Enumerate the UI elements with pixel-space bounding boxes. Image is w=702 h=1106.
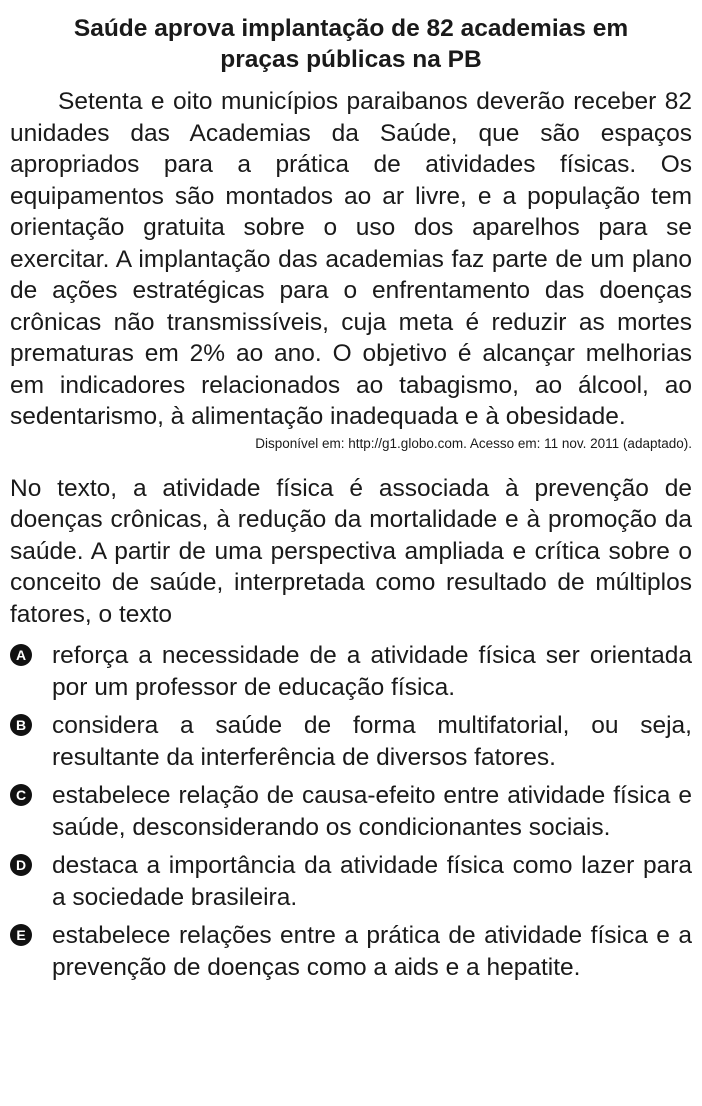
option-a[interactable]	[10, 640, 692, 703]
article-title	[10, 13, 692, 75]
option-d-text: destaca a importância da atividade física como lazer para a sociedade brasileira.	[52, 852, 692, 911]
option-b-text: considera a saúde de forma multifatorial, ou seja, resultante da interferência de diversos fatores.	[52, 712, 692, 771]
article-body: Setenta e oito municípios paraibanos deverão receber 82 unidades das Academias da Saúde, que são espaços apropriados para a prática de atividades físicas. Os equipamentos são montados ao ar livre, e a população tem orientação gratuita sobre o uso dos aparelhos para se exercitar. A implantação das academias faz parte de um plano de ações estratégicas para o enfrentamento das doenças crônicas não transmissíveis, cuja meta é reduzir as mortes prematuras em 2% ao ano. O objetivo é alcançar melhorias em indicadores relacionados ao tabagismo, ao álcool, ao sedentarismo, à alimentação inadequada e à obesidade.	[10, 88, 692, 430]
option-c-text: estabelece relação de causa-efeito entre atividade física e saúde, desconsiderando os condicionantes sociais.	[52, 782, 692, 841]
option-c-letter-badge: C	[10, 784, 32, 806]
option-d[interactable]	[10, 850, 692, 913]
article-title-line-1: Saúde aprova implantação de 82 academias em	[73, 15, 629, 42]
option-a-text: reforça a necessidade de a atividade física ser orientada por um professor de educação física.	[52, 642, 692, 701]
option-a-letter-badge: A	[10, 644, 32, 666]
option-e-letter-badge: E	[10, 924, 32, 946]
option-e-text: estabelece relações entre a prática de atividade física e a prevenção de doenças como a aids e a hepatite.	[52, 922, 692, 981]
option-c[interactable]	[10, 780, 692, 843]
article-title-line-2: praças públicas na PB	[220, 46, 482, 73]
option-e[interactable]	[10, 920, 692, 983]
question-stem: No texto, a atividade física é associada à prevenção de doenças crônicas, à redução da mortalidade e à promoção da saúde. A partir de uma perspectiva ampliada e crítica sobre o conceito de saúde, interpretada como resultado de múltiplos fatores, o texto	[10, 474, 692, 628]
option-b[interactable]	[10, 710, 692, 773]
article-source: Disponível em: http://g1.globo.com. Acesso em: 11 nov. 2011 (adaptado).	[255, 435, 692, 451]
answer-options	[10, 640, 692, 983]
option-b-letter-badge: B	[10, 714, 32, 736]
option-d-letter-badge: D	[10, 854, 32, 876]
